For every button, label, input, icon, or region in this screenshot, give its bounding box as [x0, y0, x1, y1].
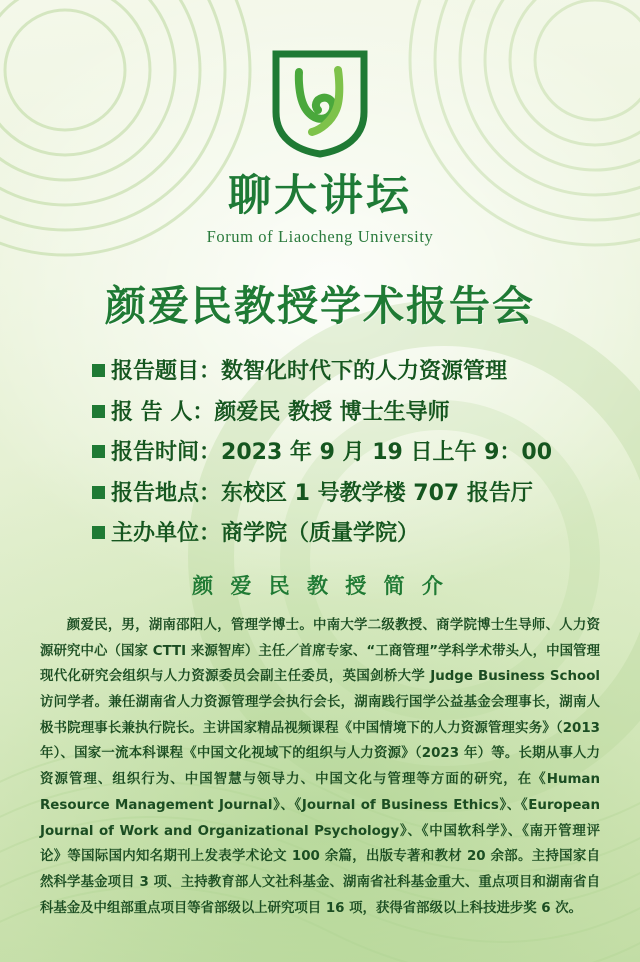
info-label: 报告时间： — [111, 440, 222, 466]
info-value: 商学院（质量学院） — [221, 521, 420, 547]
logo-title: 聊大讲坛 — [228, 171, 412, 221]
square-bullet-icon — [92, 486, 105, 499]
square-bullet-icon — [92, 405, 105, 418]
page-title: 颜爱民教授学术报告会 — [105, 282, 535, 331]
biography-body: 颜爱民，男，湖南邵阳人，管理学博士。中南大学二级教授、商学院博士生导师、人力资源研究中心（国家 CTTI 来源智库）主任／首席专家、“工商管理”学科学术带头人，中国管理现代化研究会组织与人力资源委员会副主任委员，英国剑桥大学 Judge Business School 访问学者。兼任湖南省人力资源管理学会执行会长，湖南践行国学公益基金会理事长，湖南人极书院理事长兼执行院长。主讲国家精品视频课程《中国情境下的人力资源管理实务》（2013 年）、国家一流本科课程《中国文化视域下的组织与人力资源》（2023 年）等。长期从事人力资源管理、组织行为、中国智慧与领导力、中国文化与管理等方面的研究，在《Human Resource Management Journal》、《Journal of Business Ethics》、《European Journal of Work and Organizational Psychology》、《中国软科学》、《南开管理评论》等国际国内知名期刊上发表学术论文 100 余篇，出版专著和教材 20 余部。主持国家自然科学基金项目 3 项、主持教育部人文社科基金、湖南省社科基金重大、重点项目和湖南省自科基金及中组部重点项目等省部级以上研究项目 16 项，获得省部级以上科技进步奖 6 次。 — [40, 617, 600, 916]
info-value: 2023 年 9 月 19 日上午 9：00 — [221, 440, 553, 466]
info-label: 主办单位： — [111, 521, 222, 547]
square-bullet-icon — [92, 526, 105, 539]
info-value: 数智化时代下的人力资源管理 — [221, 359, 508, 385]
biography-heading: 颜 爱 民 教 授 简 介 — [192, 573, 448, 598]
info-label: 报告地点： — [111, 480, 222, 506]
info-value: 颜爱民 教授 博士生导师 — [214, 399, 450, 425]
event-info-list — [34, 358, 606, 548]
square-bullet-icon — [92, 364, 105, 377]
info-label: 报告题目： — [111, 359, 222, 385]
liaocheng-university-forum-emblem-icon — [266, 46, 374, 158]
info-row-organizer — [92, 520, 606, 548]
info-label: 报 告 人： — [111, 399, 215, 425]
info-row-topic — [92, 358, 606, 386]
logo-subtitle: Forum of Liaocheng University — [206, 227, 434, 247]
logo-block — [34, 0, 606, 247]
info-row-speaker — [92, 399, 606, 427]
info-row-location — [92, 480, 606, 508]
info-value: 东校区 1 号教学楼 707 报告厅 — [221, 480, 533, 506]
square-bullet-icon — [92, 445, 105, 458]
info-row-time — [92, 439, 606, 467]
